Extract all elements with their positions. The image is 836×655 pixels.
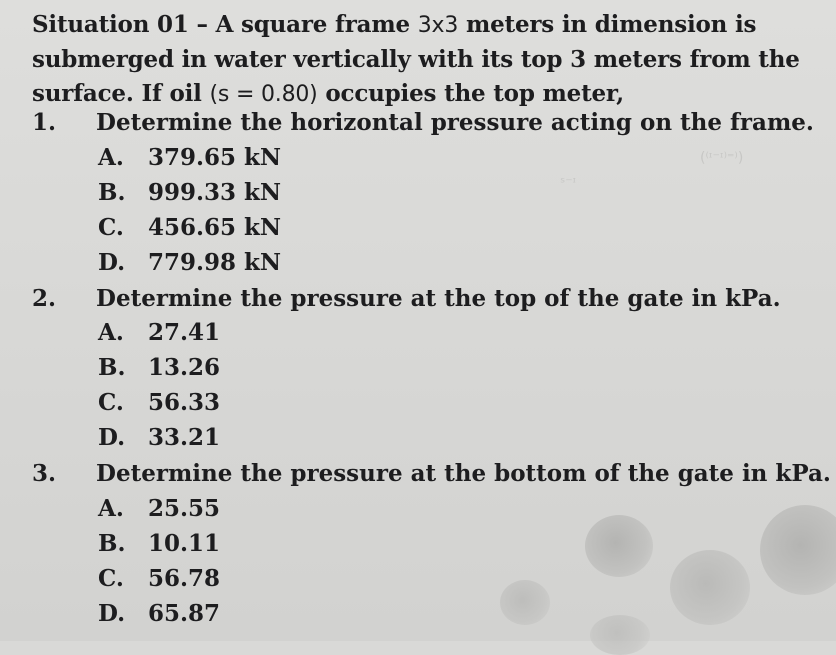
option-1d[interactable] — [98, 248, 281, 278]
smudge-shape — [590, 615, 650, 655]
smudge-shape — [500, 580, 550, 625]
question-2 — [32, 284, 781, 314]
question-number: 1. — [32, 109, 57, 136]
option-1c[interactable] — [98, 213, 281, 243]
oil-specific-gravity: (s = 0.80) — [209, 82, 318, 107]
option-letter: A. — [98, 495, 124, 522]
question-number: 2. — [32, 285, 57, 312]
option-letter: C. — [98, 389, 124, 416]
option-letter: D. — [98, 600, 126, 627]
option-text: 779.98 kN — [148, 249, 281, 276]
option-2d[interactable] — [98, 423, 220, 453]
option-letter: B. — [98, 354, 126, 381]
smudge-shape — [760, 505, 836, 595]
option-text: 27.41 — [148, 319, 221, 346]
option-2c[interactable] — [98, 388, 220, 418]
option-text: 379.65 kN — [148, 144, 281, 171]
option-text: 456.65 kN — [148, 214, 281, 241]
question-prompt: Determine the pressure at the top of the gate in kPa. — [96, 285, 781, 312]
option-1a[interactable] — [98, 143, 281, 173]
question-3 — [32, 459, 831, 489]
question-1 — [32, 108, 814, 138]
option-3c[interactable] — [98, 564, 220, 594]
option-letter: C. — [98, 565, 124, 592]
option-text: 25.55 — [148, 495, 221, 522]
option-3a[interactable] — [98, 494, 220, 524]
option-letter: C. — [98, 214, 124, 241]
smudge-shape — [585, 515, 653, 577]
option-3b[interactable] — [98, 529, 220, 559]
option-letter: D. — [98, 249, 126, 276]
option-3d[interactable] — [98, 599, 220, 629]
option-letter: D. — [98, 424, 126, 451]
option-1b[interactable] — [98, 178, 281, 208]
option-letter: B. — [98, 179, 126, 206]
option-letter: B. — [98, 530, 126, 557]
question-number: 3. — [32, 460, 57, 487]
option-text: 999.33 kN — [148, 179, 281, 206]
option-text: 65.87 — [148, 600, 221, 627]
situation-statement — [32, 8, 822, 112]
option-letter: A. — [98, 144, 124, 171]
option-text: 56.33 — [148, 389, 221, 416]
option-text: 13.26 — [148, 354, 221, 381]
situation-text-c: occupies the top meter, — [317, 80, 624, 107]
bleed-through-mark: ˢ⁻ᶦ — [560, 175, 577, 191]
option-2a[interactable] — [98, 318, 220, 348]
option-text: 56.78 — [148, 565, 221, 592]
smudge-shape — [670, 550, 750, 625]
option-letter: A. — [98, 319, 124, 346]
frame-dimension: 3x3 — [417, 13, 459, 38]
option-2b[interactable] — [98, 353, 220, 383]
situation-text-b: meters in dimension is submerged in water vertically with its top 3 meters from the surface. If oil — [32, 11, 800, 107]
question-prompt: Determine the pressure at the bottom of the gate in kPa. — [96, 460, 831, 487]
question-prompt: Determine the horizontal pressure acting on the frame. — [96, 109, 814, 136]
option-text: 10.11 — [148, 530, 221, 557]
bleed-through-mark: (⁽ᶦ⁻ᶦ⁾⁼⁾) — [700, 150, 744, 166]
option-text: 33.21 — [148, 424, 221, 451]
situation-label: Situation 01 – — [32, 11, 208, 38]
situation-text-a: A square frame — [215, 11, 418, 38]
